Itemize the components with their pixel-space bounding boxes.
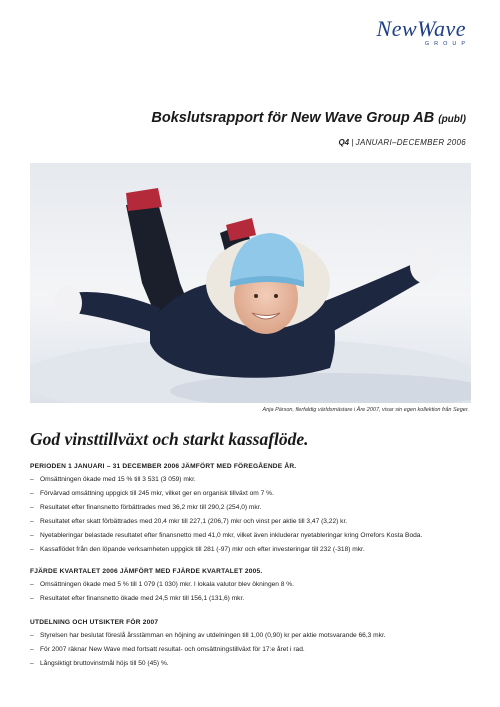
bullet-list bbox=[30, 629, 470, 671]
report-title-text: Bokslutsrapport för New Wave Group AB bbox=[151, 110, 435, 126]
list-item: – Styrelsen har beslutat föreslå årsstämman en höjning av utdelningen till 1,00 (0,90) kr per aktie motsvarande 66,3 mkr. bbox=[30, 629, 470, 643]
list-item: – För 2007 räknar New Wave med fortsatt resultat- och omsättningstillväxt för 17:e året i rad. bbox=[30, 643, 470, 657]
logo-subtitle: GROUP bbox=[424, 41, 470, 47]
section-outlook bbox=[30, 619, 470, 671]
period-separator: | bbox=[351, 138, 354, 147]
report-period-range: JANUARI–DECEMBER 2006 bbox=[355, 138, 466, 147]
bullet-list bbox=[30, 473, 470, 557]
section-heading: UTDELNING OCH UTSIKTER FÖR 2007 bbox=[30, 619, 159, 626]
headline: God vinsttillväxt och starkt kassaflöde. bbox=[30, 429, 309, 449]
list-item: – Långsiktigt bruttovinstmål höjs till 50 (45) %. bbox=[30, 657, 470, 671]
list-item: – Kassaflödet från den löpande verksamheten uppgick till 281 (-97) mkr och efter investeringar till 232 (-318) mkr. bbox=[30, 543, 470, 557]
logo-brand: NewWave bbox=[376, 16, 466, 41]
section-fourth-quarter bbox=[30, 568, 470, 606]
photo-caption: Anja Pärson, flerfaldig världsmästare i Åre 2007, visar sin egen kollektion från Seger. bbox=[262, 407, 469, 413]
report-quarter: Q4 bbox=[338, 138, 350, 147]
report-period bbox=[338, 138, 466, 147]
list-item: – Omsättningen ökade med 5 % till 1 079 (1 030) mkr. I lokala valutor blev ökningen 8 %. bbox=[30, 578, 470, 592]
list-item: – Omsättningen ökade med 15 % till 3 531 (3 059) mkr. bbox=[30, 473, 470, 487]
list-item: – Resultatet efter skatt förbättrades med 20,4 mkr till 227,1 (206,7) mkr och vinst per aktie till 3,47 (3,22) kr. bbox=[30, 515, 470, 529]
bullet-list bbox=[30, 578, 470, 606]
list-item: – Förvärvad omsättning uppgick till 245 mkr, vilket ger en organisk tillväxt om 7 %. bbox=[30, 487, 470, 501]
list-item: – Resultatet efter finansnetto förbättrades med 36,2 mkr till 290,2 (254,0) mkr. bbox=[30, 501, 470, 515]
cover-photo-illustration bbox=[30, 163, 471, 403]
company-logo bbox=[376, 16, 470, 48]
report-title-suffix: (publ) bbox=[438, 114, 466, 125]
section-full-year bbox=[30, 463, 470, 557]
list-item: – Resultatet efter finansnetto ökade med 24,5 mkr till 156,1 (131,6) mkr. bbox=[30, 592, 470, 606]
section-heading: PERIODEN 1 JANUARI – 31 DECEMBER 2006 JÄMFÖRT MED FÖREGÅENDE ÅR. bbox=[30, 463, 297, 470]
section-heading: FJÄRDE KVARTALET 2006 JÄMFÖRT MED FJÄRDE KVARTALET 2005. bbox=[30, 568, 263, 575]
list-item: – Nyetableringar belastade resultatet efter finansnetto med 41,0 mkr, vilket även inkluderar nyetableringar kring Orrefors Kosta Boda. bbox=[30, 529, 470, 543]
cover-photo bbox=[30, 163, 471, 403]
report-title bbox=[151, 110, 466, 126]
